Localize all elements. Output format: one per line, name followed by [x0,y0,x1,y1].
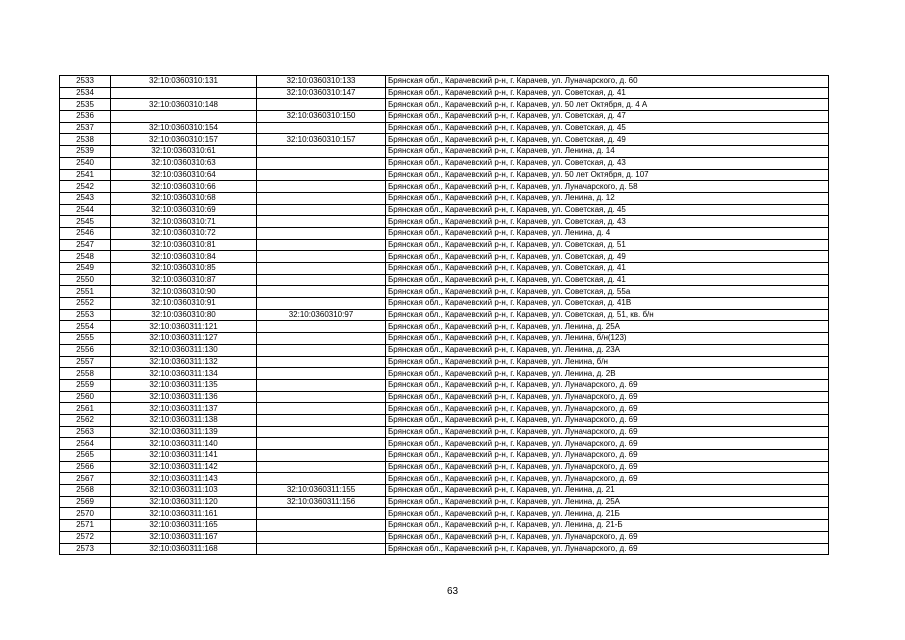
related-cadastral-number-cell [257,438,386,450]
related-cadastral-number-cell [257,531,386,543]
cadastral-number-cell: 32:10:0360310:148 [111,99,257,111]
related-cadastral-number-cell [257,391,386,403]
row-number-cell: 2535 [60,99,111,111]
cadastral-number-cell: 32:10:0360311:138 [111,414,257,426]
row-number-cell: 2572 [60,531,111,543]
related-cadastral-number-cell [257,508,386,520]
address-cell: Брянская обл., Карачевский р-н, г. Карачев, ул. Луначарского, д. 69 [386,379,829,391]
related-cadastral-number-cell [257,263,386,275]
row-number-cell: 2560 [60,391,111,403]
cadastral-number-cell: 32:10:0360311:127 [111,333,257,345]
related-cadastral-number-cell: 32:10:0360310:150 [257,111,386,123]
address-cell: Брянская обл., Карачевский р-н, г. Карачев, ул. Ленина, д. 2В [386,368,829,380]
row-number-cell: 2533 [60,76,111,88]
related-cadastral-number-cell [257,251,386,263]
row-number-cell: 2550 [60,274,111,286]
address-cell: Брянская обл., Карачевский р-н, г. Карачев, ул. Советская, д. 51, кв. б/н [386,309,829,321]
row-number-cell: 2573 [60,543,111,555]
related-cadastral-number-cell [257,122,386,134]
address-cell: Брянская обл., Карачевский р-н, г. Карачев, ул. Ленина, д. 12 [386,192,829,204]
row-number-cell: 2547 [60,239,111,251]
cadastral-number-cell: 32:10:0360310:131 [111,76,257,88]
cadastral-number-cell: 32:10:0360311:103 [111,485,257,497]
row-number-cell: 2569 [60,496,111,508]
cadastral-number-cell: 32:10:0360311:121 [111,321,257,333]
related-cadastral-number-cell: 32:10:0360310:133 [257,76,386,88]
cadastral-number-cell: 32:10:0360311:168 [111,543,257,555]
cadastral-number-cell: 32:10:0360310:69 [111,204,257,216]
row-number-cell: 2544 [60,204,111,216]
related-cadastral-number-cell [257,157,386,169]
cadastral-number-cell: 32:10:0360310:87 [111,274,257,286]
cadastral-number-cell: 32:10:0360310:84 [111,251,257,263]
table-row [60,333,829,345]
address-cell: Брянская обл., Карачевский р-н, г. Карачев, ул. Советская, д. 41 [386,274,829,286]
related-cadastral-number-cell [257,146,386,158]
row-number-cell: 2563 [60,426,111,438]
row-number-cell: 2534 [60,87,111,99]
table-row [60,485,829,497]
cadastral-number-cell: 32:10:0360310:61 [111,146,257,158]
related-cadastral-number-cell [257,356,386,368]
row-number-cell: 2567 [60,473,111,485]
cadastral-number-cell: 32:10:0360310:72 [111,227,257,239]
related-cadastral-number-cell [257,274,386,286]
table-row [60,76,829,88]
cadastral-number-cell: 32:10:0360311:134 [111,368,257,380]
table-row [60,321,829,333]
table-row [60,227,829,239]
related-cadastral-number-cell [257,344,386,356]
cadastral-number-cell: 32:10:0360311:143 [111,473,257,485]
row-number-cell: 2556 [60,344,111,356]
related-cadastral-number-cell [257,169,386,181]
address-cell: Брянская обл., Карачевский р-н, г. Карачев, ул. Ленина, д. 21-Б [386,520,829,532]
table-row [60,391,829,403]
table-row [60,122,829,134]
related-cadastral-number-cell [257,450,386,462]
table-row [60,263,829,275]
cadastral-number-cell: 32:10:0360311:141 [111,450,257,462]
related-cadastral-number-cell [257,321,386,333]
cadastral-number-cell: 32:10:0360311:165 [111,520,257,532]
cadastral-number-cell: 32:10:0360310:63 [111,157,257,169]
row-number-cell: 2554 [60,321,111,333]
related-cadastral-number-cell [257,473,386,485]
row-number-cell: 2541 [60,169,111,181]
related-cadastral-number-cell [257,204,386,216]
cadastral-number-cell: 32:10:0360311:167 [111,531,257,543]
registry-table-body [60,76,829,555]
table-row [60,99,829,111]
related-cadastral-number-cell: 32:10:0360310:97 [257,309,386,321]
cadastral-number-cell: 32:10:0360310:71 [111,216,257,228]
table-row [60,286,829,298]
table-row [60,450,829,462]
cadastral-number-cell [111,111,257,123]
row-number-cell: 2546 [60,227,111,239]
related-cadastral-number-cell [257,461,386,473]
row-number-cell: 2559 [60,379,111,391]
row-number-cell: 2552 [60,298,111,310]
address-cell: Брянская обл., Карачевский р-н, г. Карачев, ул. Советская, д. 45 [386,122,829,134]
table-row [60,403,829,415]
address-cell: Брянская обл., Карачевский р-н, г. Карачев, ул. Советская, д. 43 [386,157,829,169]
table-row [60,461,829,473]
table-row [60,251,829,263]
table-row [60,239,829,251]
address-cell: Брянская обл., Карачевский р-н, г. Карачев, ул. Луначарского, д. 58 [386,181,829,193]
row-number-cell: 2561 [60,403,111,415]
row-number-cell: 2543 [60,192,111,204]
address-cell: Брянская обл., Карачевский р-н, г. Карачев, ул. Советская, д. 49 [386,134,829,146]
related-cadastral-number-cell [257,368,386,380]
row-number-cell: 2566 [60,461,111,473]
address-cell: Брянская обл., Карачевский р-н, г. Карачев, ул. Луначарского, д. 60 [386,76,829,88]
table-row [60,146,829,158]
table-row [60,531,829,543]
cadastral-number-cell: 32:10:0360311:120 [111,496,257,508]
related-cadastral-number-cell [257,298,386,310]
address-cell: Брянская обл., Карачевский р-н, г. Карачев, ул. Советская, д. 43 [386,216,829,228]
address-cell: Брянская обл., Карачевский р-н, г. Карачев, ул. 50 лет Октября, д. 4 А [386,99,829,111]
address-cell: Брянская обл., Карачевский р-н, г. Карачев, ул. Луначарского, д. 69 [386,391,829,403]
table-row [60,426,829,438]
related-cadastral-number-cell [257,286,386,298]
related-cadastral-number-cell [257,192,386,204]
related-cadastral-number-cell: 32:10:0360310:157 [257,134,386,146]
cadastral-number-cell [111,87,257,99]
row-number-cell: 2539 [60,146,111,158]
related-cadastral-number-cell [257,239,386,251]
table-row [60,274,829,286]
address-cell: Брянская обл., Карачевский р-н, г. Карачев, ул. Ленина, д. 21 [386,485,829,497]
cadastral-number-cell: 32:10:0360310:154 [111,122,257,134]
address-cell: Брянская обл., Карачевский р-н, г. Карачев, ул. Луначарского, д. 69 [386,543,829,555]
table-row [60,298,829,310]
address-cell: Брянская обл., Карачевский р-н, г. Карачев, ул. Луначарского, д. 69 [386,450,829,462]
table-row [60,169,829,181]
table-row [60,414,829,426]
cadastral-number-cell: 32:10:0360310:157 [111,134,257,146]
page-number: 63 [446,586,459,597]
table-row [60,157,829,169]
address-cell: Брянская обл., Карачевский р-н, г. Карачев, ул. Советская, д. 41 [386,263,829,275]
cadastral-number-cell: 32:10:0360310:80 [111,309,257,321]
address-cell: Брянская обл., Карачевский р-н, г. Карачев, ул. Луначарского, д. 69 [386,403,829,415]
row-number-cell: 2562 [60,414,111,426]
table-row [60,87,829,99]
related-cadastral-number-cell [257,414,386,426]
address-cell: Брянская обл., Карачевский р-н, г. Карачев, ул. Ленина, д. 21Б [386,508,829,520]
row-number-cell: 2549 [60,263,111,275]
address-cell: Брянская обл., Карачевский р-н, г. Карачев, ул. Советская, д. 47 [386,111,829,123]
row-number-cell: 2551 [60,286,111,298]
address-cell: Брянская обл., Карачевский р-н, г. Карачев, ул. Советская, д. 41 [386,87,829,99]
table-row [60,508,829,520]
table-row [60,204,829,216]
address-cell: Брянская обл., Карачевский р-н, г. Карачев, ул. Советская, д. 41В [386,298,829,310]
cadastral-number-cell: 32:10:0360311:132 [111,356,257,368]
row-number-cell: 2542 [60,181,111,193]
table-row [60,543,829,555]
cadastral-number-cell: 32:10:0360311:142 [111,461,257,473]
related-cadastral-number-cell [257,216,386,228]
address-cell: Брянская обл., Карачевский р-н, г. Карачев, ул. Советская, д. 51 [386,239,829,251]
table-row [60,379,829,391]
address-cell: Брянская обл., Карачевский р-н, г. Карачев, ул. Луначарского, д. 69 [386,473,829,485]
related-cadastral-number-cell [257,181,386,193]
cadastral-number-cell: 32:10:0360310:68 [111,192,257,204]
table-row [60,309,829,321]
cadastral-number-cell: 32:10:0360310:90 [111,286,257,298]
row-number-cell: 2537 [60,122,111,134]
address-cell: Брянская обл., Карачевский р-н, г. Карачев, ул. Луначарского, д. 69 [386,461,829,473]
row-number-cell: 2571 [60,520,111,532]
cadastral-number-cell: 32:10:0360310:66 [111,181,257,193]
cadastral-number-cell: 32:10:0360310:64 [111,169,257,181]
row-number-cell: 2536 [60,111,111,123]
related-cadastral-number-cell [257,543,386,555]
row-number-cell: 2538 [60,134,111,146]
address-cell: Брянская обл., Карачевский р-н, г. Карачев, ул. 50 лет Октября, д. 107 [386,169,829,181]
related-cadastral-number-cell [257,99,386,111]
cadastral-number-cell: 32:10:0360311:139 [111,426,257,438]
row-number-cell: 2558 [60,368,111,380]
cadastral-number-cell: 32:10:0360311:130 [111,344,257,356]
address-cell: Брянская обл., Карачевский р-н, г. Карачев, ул. Ленина, д. 14 [386,146,829,158]
row-number-cell: 2568 [60,485,111,497]
address-cell: Брянская обл., Карачевский р-н, г. Карачев, ул. Ленина, б/н(123) [386,333,829,345]
cadastral-number-cell: 32:10:0360311:137 [111,403,257,415]
related-cadastral-number-cell [257,426,386,438]
row-number-cell: 2545 [60,216,111,228]
table-row [60,438,829,450]
row-number-cell: 2555 [60,333,111,345]
cadastral-number-cell: 32:10:0360311:161 [111,508,257,520]
related-cadastral-number-cell [257,520,386,532]
cadastral-number-cell: 32:10:0360310:81 [111,239,257,251]
cadastral-number-cell: 32:10:0360310:85 [111,263,257,275]
table-row [60,216,829,228]
row-number-cell: 2570 [60,508,111,520]
table-row [60,473,829,485]
cadastral-number-cell: 32:10:0360311:135 [111,379,257,391]
cadastral-number-cell: 32:10:0360311:136 [111,391,257,403]
table-row [60,368,829,380]
table-row [60,181,829,193]
related-cadastral-number-cell [257,333,386,345]
row-number-cell: 2540 [60,157,111,169]
related-cadastral-number-cell [257,403,386,415]
row-number-cell: 2564 [60,438,111,450]
table-row [60,356,829,368]
table-row [60,192,829,204]
related-cadastral-number-cell: 32:10:0360311:155 [257,485,386,497]
address-cell: Брянская обл., Карачевский р-н, г. Карачев, ул. Ленина, д. 4 [386,227,829,239]
row-number-cell: 2557 [60,356,111,368]
address-cell: Брянская обл., Карачевский р-н, г. Карачев, ул. Ленина, д. 25А [386,496,829,508]
row-number-cell: 2548 [60,251,111,263]
related-cadastral-number-cell: 32:10:0360311:156 [257,496,386,508]
registry-table [59,75,829,555]
row-number-cell: 2565 [60,450,111,462]
row-number-cell: 2553 [60,309,111,321]
cadastral-number-cell: 32:10:0360311:140 [111,438,257,450]
address-cell: Брянская обл., Карачевский р-н, г. Карачев, ул. Ленина, д. 23А [386,344,829,356]
address-cell: Брянская обл., Карачевский р-н, г. Карачев, ул. Ленина, б/н [386,356,829,368]
address-cell: Брянская обл., Карачевский р-н, г. Карачев, ул. Луначарского, д. 69 [386,531,829,543]
address-cell: Брянская обл., Карачевский р-н, г. Карачев, ул. Ленина, д. 25А [386,321,829,333]
related-cadastral-number-cell [257,379,386,391]
address-cell: Брянская обл., Карачевский р-н, г. Карачев, ул. Луначарского, д. 69 [386,414,829,426]
cadastral-number-cell: 32:10:0360310:91 [111,298,257,310]
address-cell: Брянская обл., Карачевский р-н, г. Карачев, ул. Советская, д. 45 [386,204,829,216]
table-row [60,496,829,508]
table-row [60,134,829,146]
address-cell: Брянская обл., Карачевский р-н, г. Карачев, ул. Советская, д. 49 [386,251,829,263]
table-row [60,111,829,123]
table-row [60,520,829,532]
table-row [60,344,829,356]
address-cell: Брянская обл., Карачевский р-н, г. Карачев, ул. Луначарского, д. 69 [386,426,829,438]
related-cadastral-number-cell [257,227,386,239]
address-cell: Брянская обл., Карачевский р-н, г. Карачев, ул. Советская, д. 55а [386,286,829,298]
related-cadastral-number-cell: 32:10:0360310:147 [257,87,386,99]
address-cell: Брянская обл., Карачевский р-н, г. Карачев, ул. Луначарского, д. 69 [386,438,829,450]
